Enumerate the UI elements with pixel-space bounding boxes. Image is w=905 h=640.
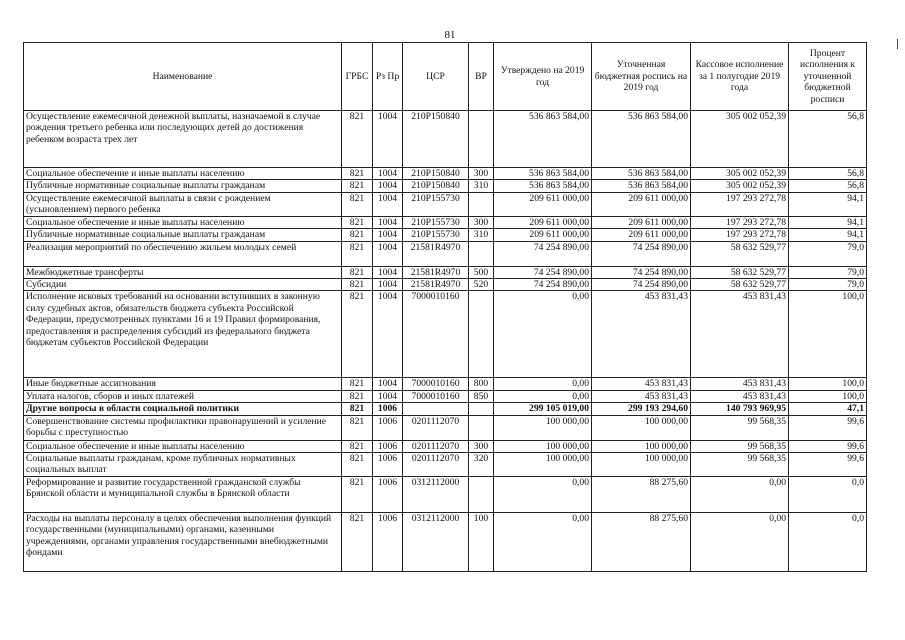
row-grbs: 821 — [342, 378, 373, 390]
row-grbs: 821 — [342, 241, 373, 266]
row-approved: 100 000,00 — [494, 440, 592, 452]
row-approved: 209 611 000,00 — [494, 192, 592, 216]
row-name: Совершенствование системы профилактики правонарушений и усиление борьбы с преступностью — [24, 415, 342, 440]
header-approved: Утверждено на 2019 год — [494, 43, 592, 111]
row-percent: 0,0 — [789, 477, 867, 513]
row-approved: 209 611 000,00 — [494, 229, 592, 241]
row-vr — [469, 415, 494, 440]
row-vr — [469, 403, 494, 415]
row-vr: 100 — [469, 513, 494, 572]
row-cash: 453 831,43 — [691, 378, 789, 390]
table-row — [24, 180, 867, 192]
row-csr: 0312112000 — [403, 477, 469, 513]
row-percent: 94,1 — [789, 192, 867, 216]
row-percent: 0,0 — [789, 513, 867, 572]
row-percent: 79,0 — [789, 266, 867, 278]
table-row — [24, 477, 867, 513]
row-approved: 0,00 — [494, 378, 592, 390]
row-cash: 58 632 529,77 — [691, 279, 789, 291]
row-name: Социальные выплаты гражданам, кроме публичных нормативных социальных выплат — [24, 453, 342, 477]
row-name: Осуществление ежемесячной денежной выплаты, назначаемой в случае рождения третьего ребенка или последующих детей до достижения ребенком возраста трех лет — [24, 111, 342, 168]
edge-mark — [897, 39, 898, 49]
row-rzpr: 1004 — [373, 279, 403, 291]
row-vr: 320 — [469, 453, 494, 477]
row-vr — [469, 477, 494, 513]
table-row — [24, 453, 867, 477]
row-cash: 305 002 052,39 — [691, 180, 789, 192]
row-rzpr: 1004 — [373, 390, 403, 402]
row-percent: 100,0 — [789, 390, 867, 402]
header-refined: Уточненная бюджетная роспись на 2019 год — [592, 43, 691, 111]
row-grbs: 821 — [342, 477, 373, 513]
header-grbs: ГРБС — [342, 43, 373, 111]
row-rzpr: 1006 — [373, 513, 403, 572]
row-grbs: 821 — [342, 180, 373, 192]
row-rzpr: 1004 — [373, 229, 403, 241]
row-csr — [403, 403, 469, 415]
row-refined: 209 611 000,00 — [592, 216, 691, 228]
row-approved: 0,00 — [494, 291, 592, 378]
row-name: Расходы на выплаты персоналу в целях обеспечения выполнения функций государственными (муниципальными) органами, казенными учреждениями, органами управления государственными внебюджетными фондами — [24, 513, 342, 572]
table-row — [24, 415, 867, 440]
row-grbs: 821 — [342, 111, 373, 168]
header-csr: ЦСР — [403, 43, 469, 111]
row-grbs: 821 — [342, 266, 373, 278]
row-grbs: 821 — [342, 415, 373, 440]
row-csr: 21581R4970 — [403, 266, 469, 278]
row-approved: 0,00 — [494, 513, 592, 572]
row-refined: 536 863 584,00 — [592, 168, 691, 180]
row-percent: 99,6 — [789, 415, 867, 440]
row-rzpr: 1004 — [373, 266, 403, 278]
row-vr — [469, 241, 494, 266]
row-grbs: 821 — [342, 513, 373, 572]
row-vr: 300 — [469, 168, 494, 180]
table-row — [24, 440, 867, 452]
row-rzpr: 1006 — [373, 477, 403, 513]
row-approved: 0,00 — [494, 390, 592, 402]
row-refined: 74 254 890,00 — [592, 279, 691, 291]
row-rzpr: 1006 — [373, 415, 403, 440]
row-percent: 56,8 — [789, 168, 867, 180]
row-refined: 299 193 294,60 — [592, 403, 691, 415]
row-cash: 99 568,35 — [691, 453, 789, 477]
row-name: Социальное обеспечение и иные выплаты населению — [24, 440, 342, 452]
row-approved: 536 863 584,00 — [494, 111, 592, 168]
row-percent: 100,0 — [789, 378, 867, 390]
row-approved: 74 254 890,00 — [494, 279, 592, 291]
row-name: Межбюджетные трансферты — [24, 266, 342, 278]
row-csr: 0201112070 — [403, 453, 469, 477]
table-row — [24, 216, 867, 228]
row-csr: 7000010160 — [403, 291, 469, 378]
row-csr: 21581R4970 — [403, 241, 469, 266]
row-refined: 453 831,43 — [592, 378, 691, 390]
row-rzpr: 1006 — [373, 440, 403, 452]
row-name: Публичные нормативные социальные выплаты гражданам — [24, 229, 342, 241]
row-csr: 210P150840 — [403, 111, 469, 168]
row-vr: 500 — [469, 266, 494, 278]
row-cash: 58 632 529,77 — [691, 266, 789, 278]
row-approved: 100 000,00 — [494, 453, 592, 477]
header-percent: Процент исполнения к уточненной бюджетной росписи — [789, 43, 867, 111]
row-grbs: 821 — [342, 216, 373, 228]
row-refined: 453 831,43 — [592, 291, 691, 378]
row-vr: 520 — [469, 279, 494, 291]
row-csr: 21581R4970 — [403, 279, 469, 291]
row-refined: 88 275,60 — [592, 513, 691, 572]
table-row — [24, 192, 867, 216]
row-name: Другие вопросы в области социальной политики — [24, 403, 342, 415]
row-refined: 74 254 890,00 — [592, 241, 691, 266]
table-row — [24, 513, 867, 572]
row-vr: 300 — [469, 216, 494, 228]
row-percent: 79,0 — [789, 279, 867, 291]
row-percent: 56,8 — [789, 180, 867, 192]
row-cash: 305 002 052,39 — [691, 111, 789, 168]
table-row — [24, 291, 867, 378]
row-approved: 0,00 — [494, 477, 592, 513]
row-refined: 88 275,60 — [592, 477, 691, 513]
row-name: Осуществление ежемесячной выплаты в связи с рождением (усыновлением) первого ребенка — [24, 192, 342, 216]
row-csr: 210P155730 — [403, 229, 469, 241]
row-percent: 56,8 — [789, 111, 867, 168]
row-rzpr: 1004 — [373, 241, 403, 266]
row-vr: 310 — [469, 180, 494, 192]
table-row — [24, 403, 867, 415]
row-grbs: 821 — [342, 291, 373, 378]
row-rzpr: 1004 — [373, 216, 403, 228]
budget-execution-table — [23, 42, 867, 572]
row-percent: 100,0 — [789, 291, 867, 378]
row-vr — [469, 192, 494, 216]
row-rzpr: 1004 — [373, 111, 403, 168]
row-vr: 800 — [469, 378, 494, 390]
row-rzpr: 1006 — [373, 453, 403, 477]
row-approved: 209 611 000,00 — [494, 216, 592, 228]
row-approved: 74 254 890,00 — [494, 266, 592, 278]
row-approved: 536 863 584,00 — [494, 168, 592, 180]
row-rzpr: 1004 — [373, 291, 403, 378]
row-cash: 99 568,35 — [691, 415, 789, 440]
row-csr: 210P155730 — [403, 192, 469, 216]
row-name: Реализация мероприятий по обеспечению жильем молодых семей — [24, 241, 342, 266]
row-rzpr: 1004 — [373, 378, 403, 390]
table-row — [24, 266, 867, 278]
row-name: Уплата налогов, сборов и иных платежей — [24, 390, 342, 402]
row-grbs: 821 — [342, 192, 373, 216]
row-refined: 209 611 000,00 — [592, 192, 691, 216]
row-cash: 453 831,43 — [691, 390, 789, 402]
row-cash: 140 793 969,95 — [691, 403, 789, 415]
row-grbs: 821 — [342, 279, 373, 291]
table-row — [24, 378, 867, 390]
row-vr — [469, 291, 494, 378]
row-cash: 0,00 — [691, 477, 789, 513]
row-grbs: 821 — [342, 440, 373, 452]
row-cash: 453 831,43 — [691, 291, 789, 378]
header-name: Наименование — [24, 43, 342, 111]
row-name: Социальное обеспечение и иные выплаты населению — [24, 168, 342, 180]
row-percent: 79,0 — [789, 241, 867, 266]
row-refined: 100 000,00 — [592, 415, 691, 440]
row-approved: 74 254 890,00 — [494, 241, 592, 266]
row-refined: 100 000,00 — [592, 440, 691, 452]
table-row — [24, 390, 867, 402]
row-percent: 47,1 — [789, 403, 867, 415]
row-csr: 0312112000 — [403, 513, 469, 572]
row-rzpr: 1004 — [373, 192, 403, 216]
row-cash: 99 568,35 — [691, 440, 789, 452]
row-percent: 99,6 — [789, 453, 867, 477]
row-rzpr: 1004 — [373, 168, 403, 180]
row-refined: 74 254 890,00 — [592, 266, 691, 278]
table-header-row — [24, 43, 867, 111]
row-csr: 0201112070 — [403, 415, 469, 440]
row-name: Субсидии — [24, 279, 342, 291]
row-csr: 210P150840 — [403, 180, 469, 192]
row-grbs: 821 — [342, 453, 373, 477]
table-row — [24, 279, 867, 291]
row-refined: 100 000,00 — [592, 453, 691, 477]
row-vr — [469, 111, 494, 168]
row-grbs: 821 — [342, 390, 373, 402]
row-csr: 0201112070 — [403, 440, 469, 452]
row-grbs: 821 — [342, 168, 373, 180]
page-number: 81 — [444, 29, 456, 41]
row-grbs: 821 — [342, 229, 373, 241]
row-name: Публичные нормативные социальные выплаты гражданам — [24, 180, 342, 192]
table-row — [24, 168, 867, 180]
row-csr: 210P155730 — [403, 216, 469, 228]
row-cash: 197 293 272,78 — [691, 216, 789, 228]
row-name: Исполнение исковых требований на основании вступивших в законную силу судебных актов, обязательств бюджета субъекта Российской Федерации, предусмотренных пунктами 16 и 19 Правил формирования, предоставления и распределения субсидий из федерального бюджета бюджетам субъектов Российской Федерации — [24, 291, 342, 378]
row-approved: 536 863 584,00 — [494, 180, 592, 192]
row-refined: 536 863 584,00 — [592, 111, 691, 168]
row-vr: 300 — [469, 440, 494, 452]
row-csr: 7000010160 — [403, 390, 469, 402]
row-percent: 99,6 — [789, 440, 867, 452]
row-cash: 197 293 272,78 — [691, 192, 789, 216]
row-approved: 299 105 019,00 — [494, 403, 592, 415]
row-percent: 94,1 — [789, 229, 867, 241]
row-name: Социальное обеспечение и иные выплаты населению — [24, 216, 342, 228]
header-rzpr: Рз Пр — [373, 43, 403, 111]
row-approved: 100 000,00 — [494, 415, 592, 440]
row-name: Реформирование и развитие государственной гражданской службы Брянской области и муниципальной службы в Брянской области — [24, 477, 342, 513]
row-rzpr: 1004 — [373, 180, 403, 192]
table-body — [24, 111, 867, 572]
row-cash: 58 632 529,77 — [691, 241, 789, 266]
row-cash: 0,00 — [691, 513, 789, 572]
row-cash: 197 293 272,78 — [691, 229, 789, 241]
row-csr: 210P150840 — [403, 168, 469, 180]
row-vr: 850 — [469, 390, 494, 402]
row-vr: 310 — [469, 229, 494, 241]
table-row — [24, 111, 867, 168]
header-cash: Кассовое исполнение за 1 полугодие 2019 года — [691, 43, 789, 111]
row-refined: 536 863 584,00 — [592, 180, 691, 192]
row-name: Иные бюджетные ассигнования — [24, 378, 342, 390]
table-row — [24, 229, 867, 241]
header-vr: ВР — [469, 43, 494, 111]
row-csr: 7000010160 — [403, 378, 469, 390]
row-refined: 209 611 000,00 — [592, 229, 691, 241]
row-refined: 453 831,43 — [592, 390, 691, 402]
row-rzpr: 1006 — [373, 403, 403, 415]
table-row — [24, 241, 867, 266]
row-percent: 94,1 — [789, 216, 867, 228]
row-grbs: 821 — [342, 403, 373, 415]
row-cash: 305 002 052,39 — [691, 168, 789, 180]
